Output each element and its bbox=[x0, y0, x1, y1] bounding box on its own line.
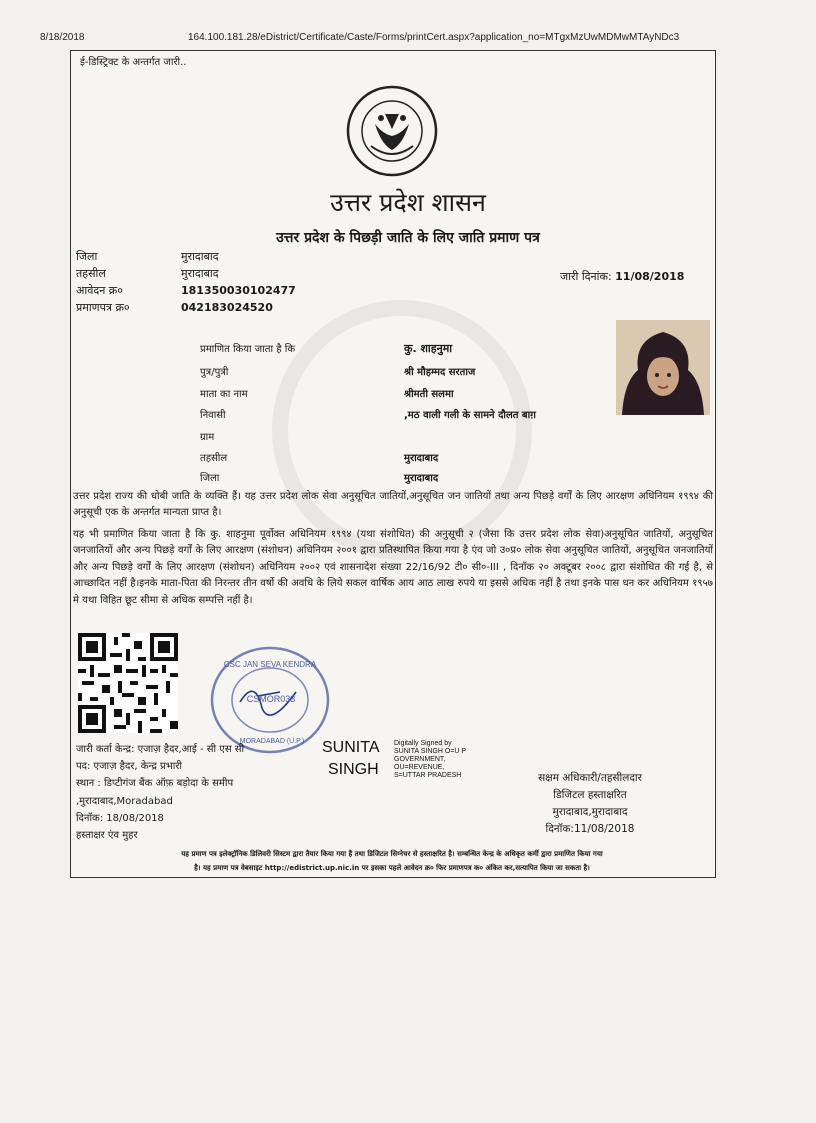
issuer-date: दिनॉक: 18/08/2018 bbox=[76, 813, 164, 824]
stamp-bottom-text: MORADABAD (U.P.) bbox=[239, 738, 305, 745]
issuer-city: ,मुरादाबाद,Moradabad bbox=[76, 796, 173, 807]
digital-sign-line: GOVERNMENT, bbox=[394, 756, 446, 763]
officer-title: सक्षम अधिकारी/तहसीलदार bbox=[538, 772, 642, 784]
son-daughter-label: पुत्र/पुत्री bbox=[200, 367, 229, 378]
district-value: मुरादाबाद bbox=[181, 250, 219, 263]
print-url: 164.100.181.28/eDistrict/Certificate/Caste/Forms/printCert.aspx?application_no=MTgxMzUwMDMwMTAyNDc3 bbox=[188, 32, 680, 43]
up-emblem-icon bbox=[345, 84, 439, 178]
digital-sign-line: Digitally Signed by bbox=[394, 740, 452, 747]
issue-date-value: 11/08/2018 bbox=[615, 270, 685, 283]
footer-line-2: है। यह प्रमाण पत्र वेबसाइट http://edistrict.up.nic.in पर इसका पहले आवेदन क्र० फिर प्रमाणपत्र क० अंकित कर,सत्यापित किया जा सकता है। bbox=[194, 864, 590, 872]
tehsil-value: मुरादाबाद bbox=[181, 267, 219, 280]
mother-name: श्रीमती सलमा bbox=[404, 389, 454, 400]
issuer-signature-label: हस्ताक्षर एंव मुहर bbox=[76, 830, 138, 841]
application-label: आवेदन क्र० bbox=[76, 284, 123, 297]
certificate-number-label: प्रमाणपत्र क्र० bbox=[76, 301, 130, 314]
village-label: ग्राम bbox=[200, 432, 215, 443]
district-label: जिला bbox=[76, 250, 98, 263]
certified-label: प्रमाणित किया जाता है कि bbox=[200, 344, 296, 355]
detail-tehsil-value: मुरादाबाद bbox=[404, 453, 439, 464]
govt-title: उत्तर प्रदेश शासन bbox=[330, 188, 486, 217]
detail-tehsil-label: तहसील bbox=[200, 453, 228, 464]
issue-date-label: जारी दिनांक: bbox=[560, 270, 612, 283]
issue-date bbox=[560, 270, 684, 284]
issuer-place: स्थान : डिप्टीगंज बैंक ऑफ़ बड़ोदा के समीप bbox=[76, 778, 234, 789]
detail-district-label: जिला bbox=[200, 473, 220, 484]
digital-sign-line: S=UTTAR PRADESH bbox=[394, 772, 462, 779]
footer-line-1: यह प्रमाण पत्र इलेक्ट्रॉनिक डिलिवरी सिस्टम द्वारा तैयार किया गया है तथा डिजिटल सिग्नेचर से हस्ताक्षरित है। सम्बन्धित केन्द्र के अधिकृत कर्मी द्वारा प्रमाणित किया गया bbox=[181, 850, 603, 858]
digital-sign-line: SUNITA SINGH O=U P bbox=[394, 748, 467, 755]
qr-code-icon bbox=[78, 633, 178, 733]
officer-place: मुरादाबाद,मुरादाबाद bbox=[552, 806, 628, 818]
detail-district-value: मुरादाबाद bbox=[404, 473, 439, 484]
creamy-layer-paragraph: यह भी प्रमाणित किया जाता है कि कु. शाहनुमा पूर्वोक्त अधिनियम १९९४ (यथा संशोधित) की अनुसूची २ (जैसा कि उत्तर प्रदेश लोक सेवा)अनुसूचित जातियों, अनुसूचित जनजातियों और अन्य पिछड़े वर्गों के लिए आरक्षण (संशोधन) अधिनियम २००१ द्वारा प्रतिस्थापित किया गया है एंव जो उ०प्र० लोक सेवा अनुसूचित जातियों, अनुसूचित जनजातियों और अन्य पिछड़े वर्गों के लिए आरक्षण (संशोधन) अधिनियम २००२ एवं शासनादेश संख्या 22/16/92 टी० सी०-III , दिनॉक २० अक्टूबर २००८ द्वारा संशोधित की गई है, से आच्छादित नहीं है।इनके माता-पिता की निरन्तर तीन वर्षो की अवधि के लिये सकल वार्षिक आय आठ लाख रुपये या इससे अधिक नहीं है तथा इनके पास धन कर अधिनियम १९५७ मे यथा विहित छूट सीमा से अधिक सम्पत्ति नहीं है। bbox=[73, 529, 713, 606]
certified-name: कु. शाहनुमा bbox=[404, 342, 453, 355]
application-number: 181350030102477 bbox=[181, 284, 296, 297]
digital-sign-details bbox=[394, 740, 466, 780]
footer-note bbox=[72, 847, 712, 875]
mother-label: माता का नाम bbox=[200, 389, 248, 400]
issuer-post: पद: एजाज़ हैदर, केन्द्र प्रभारी bbox=[76, 761, 182, 772]
tehsil-label: तहसील bbox=[76, 267, 106, 280]
officer-block bbox=[470, 770, 710, 838]
certificate-title: उत्तर प्रदेश के पिछड़ी जाति के लिए जाति प्रमाण पत्र bbox=[276, 230, 540, 246]
print-date: 8/18/2018 bbox=[40, 32, 85, 43]
digital-signer-name-line2: SINGH bbox=[328, 761, 379, 778]
stamp-top-text: CSC JAN SEVA KENDRA bbox=[223, 660, 317, 669]
officer-signed: डिजिटल हस्ताक्षरित bbox=[553, 789, 627, 801]
stamp-code: CSMOR033 bbox=[246, 694, 296, 704]
issuer-center: जारी कर्ता केन्द्र: एजाज़ हैदर,आई - सी एस सी bbox=[76, 744, 245, 755]
resident-label: निवासी bbox=[200, 410, 226, 421]
digital-signer-name-line1: SUNITA bbox=[322, 739, 380, 756]
applicant-photo bbox=[616, 320, 710, 415]
resident-address: ,मठ वाली गली के सामने दौलत बाग़ bbox=[404, 410, 536, 421]
caste-declaration-paragraph: उत्तर प्रदेश राज्य की धोबी जाति के व्यक्ति हैं। यह उत्तर प्रदेश लोक सेवा अनुसूचित जातियों,अनुसूचित जन जातियों तथा अन्य पिछड़े वर्गों के लिए आरक्षण अधिनियम १९९४ की अनुसूची एक के अन्तर्गत मान्यता प्राप्त है। bbox=[73, 491, 713, 519]
digital-signer-name bbox=[322, 737, 379, 781]
certificate-number: 042183024520 bbox=[181, 301, 273, 314]
issued-under-text: ई-डिस्ट्रिक्ट के अन्तर्गत जारी.. bbox=[80, 57, 187, 68]
digital-sign-line: OU=REVENUE, bbox=[394, 764, 445, 771]
officer-date: दिनॉक:11/08/2018 bbox=[545, 823, 635, 835]
father-name: श्री मौहम्मद सरताज bbox=[404, 367, 476, 378]
